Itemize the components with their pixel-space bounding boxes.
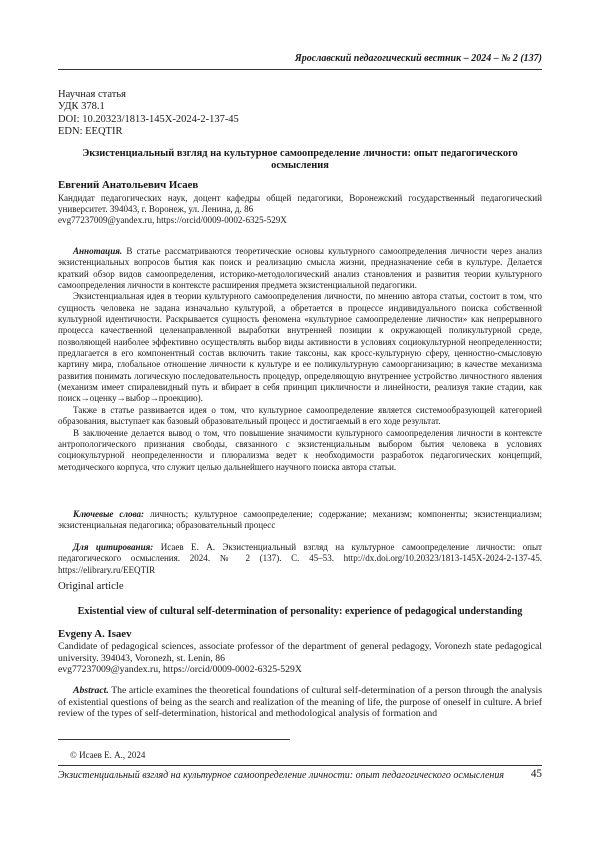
abstract-en-para	[58, 685, 542, 720]
header-rule	[58, 69, 542, 70]
journal-issue: – 2024 – № 2 (137)	[461, 53, 542, 64]
author-block-ru	[58, 179, 542, 226]
title-ru-line-1: Экзистенциальный взгляд на культурное самоопределение личности: опыт педагогического	[82, 148, 518, 159]
author-affiliation-ru: Кандидат педагогических наук, доцент кафедры общей педагогики, Воронежский государственный педагогический университет. 394043, г. Воронеж, ул. Ленина, д. 86	[58, 193, 542, 215]
abstract-ru-p1-text: В статье рассматриваются теоретические основы культурного самоопределения личности через анализ экзистенциальных вопросов бытия как поиск и реализацию смысла жизни, предназначение себя в культуре. Делается краткий обзор видов самоопределения, историко-методологический анализ становления и развития теории культурного самоопределения личности в контексте расширения предмета экзистенциальной педагогики.	[58, 246, 542, 291]
abstract-en-label: Abstract.	[73, 685, 109, 696]
article-title-en: Existential view of cultural self-determination of personality: experience of pedagogical understanding	[77, 606, 523, 617]
author-block-en	[58, 628, 542, 676]
footer-running-title: Экзистенциальный взгляд на культурное самоопределение личности: опыт педагогического осмысления	[58, 770, 505, 781]
keywords-ru-para	[58, 509, 542, 532]
original-article-label: Original article	[58, 580, 124, 592]
abstract-ru-p3: Также в статье развивается идея о том, что культурное самоопределение является системообразующей категорией образования, выступает как базовый образовательный процесс и достигаемый в его ходе результат.	[58, 404, 542, 427]
citation-ru-label: Для цитирования:	[73, 542, 154, 552]
article-type: Научная статья	[58, 89, 126, 100]
author-name-en: Evgeny A. Isaev	[58, 628, 132, 640]
author-contacts-en: evg77237009@yandex.ru, https://orcid/0009-0002-6325-529X	[58, 664, 302, 675]
citation-ru	[58, 542, 542, 576]
keywords-ru-label: Ключевые слова:	[73, 509, 145, 519]
keywords-ru-text: личность; культурное самоопределение; содержание; механизм; компоненты; экзистенциализм; экзистенциальная педагогика; образовательный процесс	[58, 509, 542, 531]
author-contacts-ru: evg77237009@yandex.ru, https://orcid/0009-0002-6325-529X	[58, 215, 287, 226]
article-title-ru	[70, 148, 530, 173]
author-affiliation-en: Candidate of pedagogical sciences, associate professor of the department of general pedagogy, Voronezh state pedagogical university. 394043, Voronezh, st. Lenin, 86	[58, 641, 542, 664]
running-header	[58, 53, 542, 64]
journal-name: Ярославский педагогический вестник	[294, 53, 462, 64]
footnote-rule	[58, 739, 290, 740]
abstract-ru-label: Аннотация.	[73, 246, 123, 256]
footer-rule	[58, 765, 542, 766]
abstract-ru	[58, 246, 542, 473]
udk-code: УДК 378.1	[58, 101, 105, 113]
keywords-ru	[58, 509, 542, 532]
abstract-ru-p1	[58, 246, 542, 291]
abstract-en	[58, 685, 542, 720]
copyright-footnote: © Исаев Е. А., 2024	[70, 750, 146, 760]
abstract-ru-p2: Экзистенциальная идея в теории культурного самоопределения личности, по мнению автора статьи, состоит в том, что сущность человека не задана изначально культурой, а обретается в процессе индивидуального поиска собственной культурной идентичности. Раскрывается сущность феномена «культурное самоопределение личности» как непрерывного процесса качественной целенаправленной выработки внутренней позиции к окружающей поликультурной среде, позволяющей наиболее эффективно осуществлять выбор виды активности в условиях социокультурной неопределенности; предлагается в его компонентный состав включить такие таксоны, как кросс-культурную сферу, ценностно-смысловую картину мира, глобальное отношение личности к культуре и ее поликультурную самоорганизацию; в качестве механизма развития понимать логическую последовательность процедур, определяющую внутреннее устройство личностного явления (механизм имеет спиралевидный путь и вбирает в себя принцип цикличности и линейности, реализуя такие стадии, как поиск→оценку→выбор→проекцию).	[58, 291, 542, 404]
page-number: 45	[530, 768, 542, 780]
doi: DOI: 10.20323/1813-145X-2024-2-137-45	[58, 113, 239, 125]
title-ru-line-2: осмысления	[271, 160, 329, 172]
citation-ru-text: Исаев Е. А. Экзистенциальный взгляд на культурное самоопределение личности: опыт педагогического осмысления. 2024. № 2 (137). С. 45–53. http://dx.doi.org/10.20323/1813-145X-2024-2-137-45. https://elibrary.ru/EEQTIR	[58, 542, 542, 575]
abstract-ru-p4: В заключение делается вывод о том, что повышение значимости культурного самоопределения личности в контексте антропологического признания свободы, связанного с экзистенциальным выбором бытия человека в условиях социокультурной неопределенности и плюрализма ведет к необходимости разработок педагогических концепций, методического корпуса, что служит целью дальнейшего научного поиска автора статьи.	[58, 427, 542, 472]
citation-ru-para	[58, 542, 542, 576]
abstract-en-text: The article examines the theoretical foundations of cultural self-determination of a person through the analysis of existential questions of being as the search and realization of the meaning of life, the purpose of oneself in culture. A brief review of the types of self-determination, historical and methodological analysis of formation and	[58, 685, 542, 719]
article-meta	[58, 89, 239, 139]
author-name-ru: Евгений Анатольевич Исаев	[58, 179, 199, 191]
edn: EDN: EEQTIR	[58, 126, 123, 138]
